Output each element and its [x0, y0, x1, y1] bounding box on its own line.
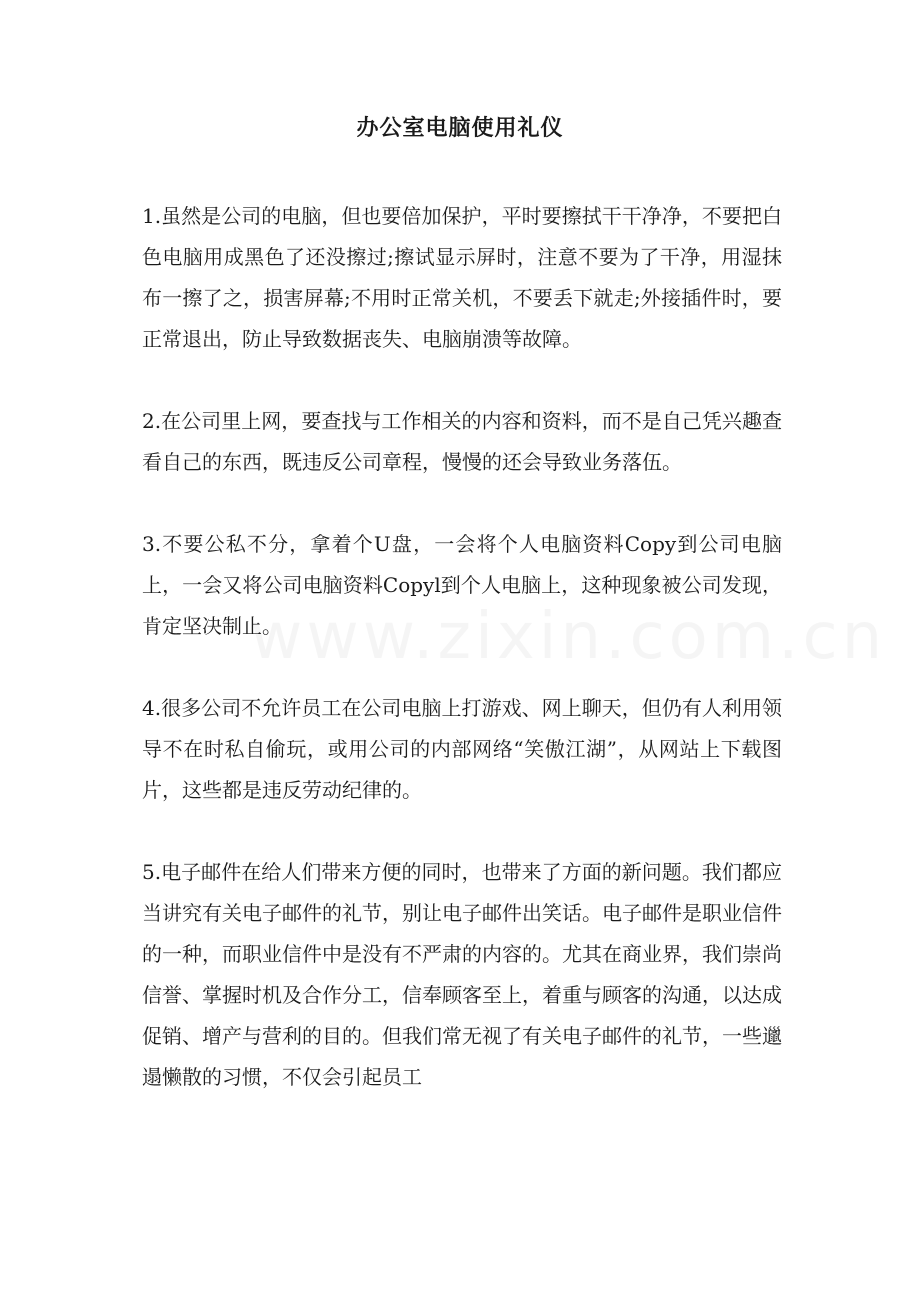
- paragraph-5: 5.电子邮件在给人们带来方便的同时，也带来了方面的新问题。我们都应当讲究有关电子邮件的礼节，别让电子邮件出笑话。电子邮件是职业信件的一种，而职业信件中是没有不严肃的内容的。尤其在商业界，我们崇尚信誉、掌握时机及合作分工，信奉顾客至上，着重与顾客的沟通，以达成促销、增产与营利的目的。但我们常无视了有关电子邮件的礼节，一些邋遢懒散的习惯，不仅会引起员工: [142, 860, 782, 1089]
- paragraph-3: 3.不要公私不分，拿着个U盘，一会将个人电脑资料Copy到公司电脑上，一会又将公司电脑资料Copyl到个人电脑上，这种现象被公司发现，肯定坚决制止。: [142, 532, 782, 638]
- document-body: [142, 196, 782, 1139]
- paragraph-1: 1.虽然是公司的电脑，但也要倍加保护，平时要擦拭干干净净，不要把白色电脑用成黑色了还没擦过;擦试显示屏时，注意不要为了干净，用湿抹布一擦了之，损害屏幕;不用时正常关机，不要丢下就走;外接插件时，要正常退出，防止导致数据丧失、电脑崩溃等故障。: [142, 204, 782, 351]
- paragraph-2: 2.在公司里上网，要查找与工作相关的内容和资料，而不是自己凭兴趣查看自己的东西，既违反公司章程，慢慢的还会导致业务落伍。: [142, 409, 782, 474]
- page-title: 办公室电脑使用礼仪: [356, 115, 564, 141]
- paragraph-4: 4.很多公司不允许员工在公司电脑上打游戏、网上聊天，但仍有人利用领导不在时私自偷玩，或用公司的内部网络“笑傲江湖”，从网站上下载图片，这些都是违反劳动纪律的。: [142, 696, 782, 802]
- watermark: www.zixin.com.cn: [250, 600, 887, 674]
